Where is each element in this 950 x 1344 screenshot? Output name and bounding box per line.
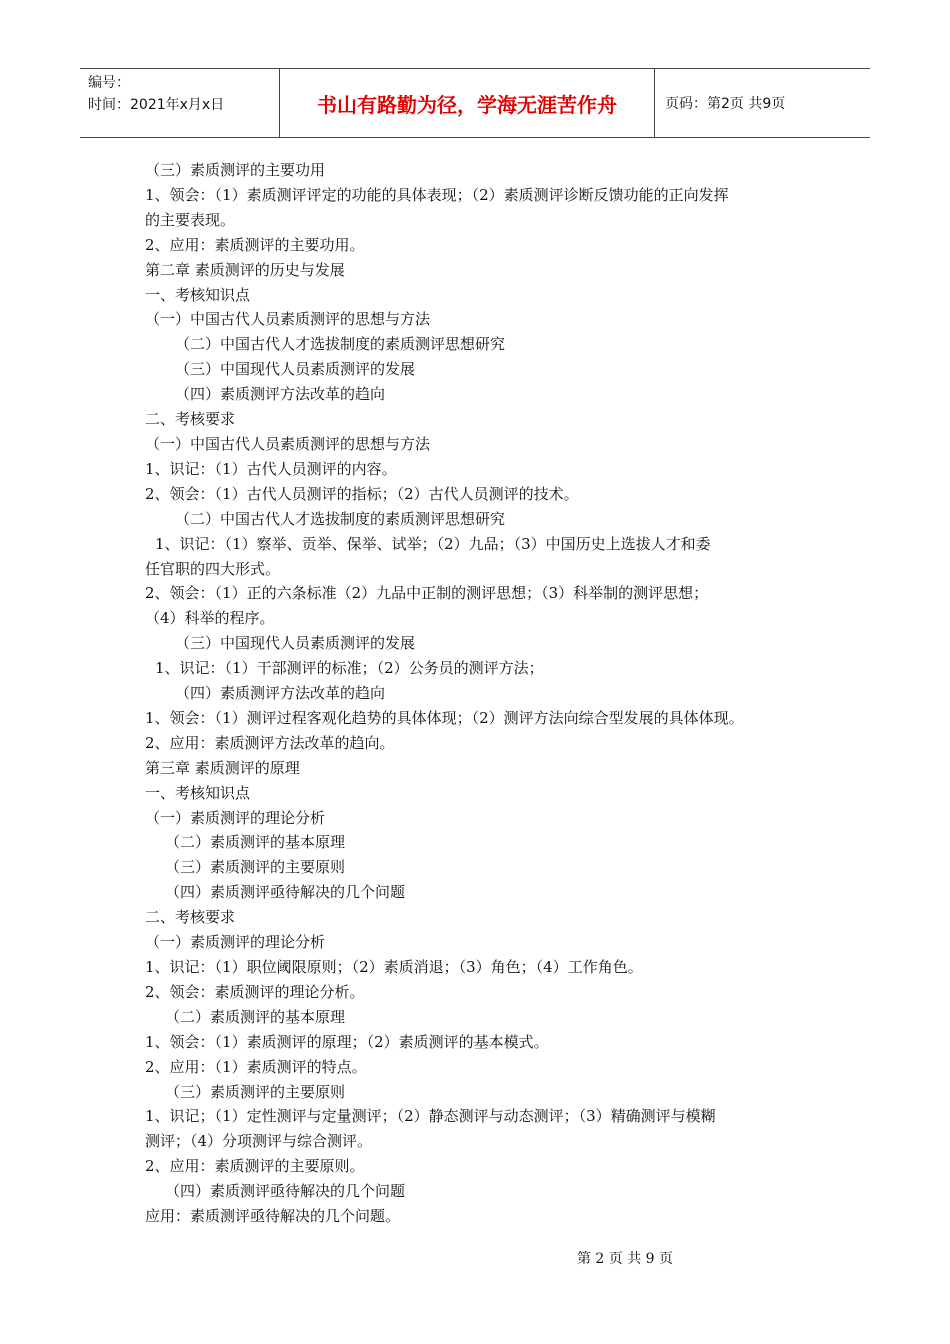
header-motto: 书山有路勤为径，学海无涯苦作舟	[280, 69, 655, 137]
text-line: 1、识记：（1）古代人员测评的内容。	[145, 459, 397, 478]
text-line: （4）科举的程序。	[145, 609, 275, 628]
text-line: （四）素质测评亟待解决的几个问题	[165, 1182, 406, 1201]
text-line: （四）素质测评方法改革的趋向	[175, 684, 386, 703]
header-meta	[80, 69, 280, 137]
text-line: 1、识记：（1）察举、贡举、保举、试举；（2）九品；（3）中国历史上选拔人才和委	[155, 534, 711, 553]
text-line: 第三章 素质测评的原理	[145, 758, 300, 777]
text-line: （二）中国古代人才选拔制度的素质测评思想研究	[175, 335, 506, 354]
text-line: 2、应用：（1）素质测评的特点。	[145, 1057, 367, 1076]
document-date-label: 时间：2021年x月x日	[88, 97, 225, 113]
text-line: （四）素质测评方法改革的趋向	[175, 385, 386, 404]
text-line: 1、领会：（1）素质测评评定的功能的具体表现；（2）素质测评诊断反馈功能的正向发挥	[145, 185, 729, 204]
text-line: 2、应用：素质测评方法改革的趋向。	[145, 733, 395, 752]
text-line: 2、领会：（1）古代人员测评的指标；（2）古代人员测评的技术。	[145, 484, 579, 503]
text-line: 二、考核要求	[145, 908, 236, 927]
text-line: （一）中国古代人员素质测评的思想与方法	[145, 434, 431, 453]
text-line: 1、识记；（1）定性测评与定量测评；（2）静态测评与动态测评；（3）精确测评与模糊	[145, 1107, 716, 1126]
text-line: 应用：素质测评亟待解决的几个问题。	[145, 1207, 401, 1226]
text-line: （三）素质测评的主要功用	[145, 161, 326, 179]
text-line: 二、考核要求	[145, 410, 236, 429]
text-line: 1、识记：（1）干部测评的标准；（2）公务员的测评方法；	[155, 659, 544, 678]
text-line: （三）素质测评的主要原则	[165, 858, 346, 877]
text-line: （二）素质测评的基本原理	[165, 1007, 346, 1026]
text-line: 2、应用：素质测评的主要原则。	[145, 1157, 365, 1176]
text-line: （三）素质测评的主要原则	[165, 1082, 346, 1101]
text-line: （一）素质测评的理论分析	[145, 808, 326, 827]
text-line: 一、考核知识点	[145, 285, 251, 304]
text-line: 一、考核知识点	[145, 783, 251, 802]
text-line: 第二章 素质测评的历史与发展	[145, 260, 345, 279]
text-line: （一）中国古代人员素质测评的思想与方法	[145, 310, 431, 329]
text-line: （四）素质测评亟待解决的几个问题	[165, 883, 406, 902]
page-footer	[0, 1248, 950, 1268]
text-line: 1、识记：（1）职位阈限原则；（2）素质消退；（3）角色；（4）工作角色。	[145, 958, 643, 976]
text-line: 测评；（4）分项测评与综合测评。	[145, 1132, 373, 1151]
header-page-info: 页码：第2页 共9页	[665, 96, 786, 112]
text-line: 2、领会：（1）正的六条标准（2）九品中正制的测评思想；（3）科举制的测评思想；	[145, 584, 709, 603]
text-line: 的主要表现。	[145, 210, 236, 229]
text-line: 2、领会：素质测评的理论分析。	[145, 982, 365, 1001]
text-line: （二）中国古代人才选拔制度的素质测评思想研究	[175, 509, 506, 528]
text-line: 1、领会：（1）素质测评的原理；（2）素质测评的基本模式。	[145, 1032, 549, 1051]
text-line: （三）中国现代人员素质测评的发展	[175, 360, 416, 379]
text-line: （三）中国现代人员素质测评的发展	[175, 634, 416, 653]
text-line: （二）素质测评的基本原理	[165, 833, 346, 852]
text-line: （一）素质测评的理论分析	[145, 933, 326, 952]
document-body	[145, 158, 825, 1229]
text-line: 任官职的四大形式。	[145, 559, 281, 578]
page-header	[80, 68, 870, 138]
document-number-label: 编号：	[88, 75, 130, 91]
text-line: 1、领会：（1）测评过程客观化趋势的具体体现；（2）测评方法向综合型发展的具体体现。	[145, 708, 744, 727]
text-line: 2、应用：素质测评的主要功用。	[145, 235, 365, 254]
footer-page-number: 第 2 页 共 9 页	[576, 1251, 674, 1267]
